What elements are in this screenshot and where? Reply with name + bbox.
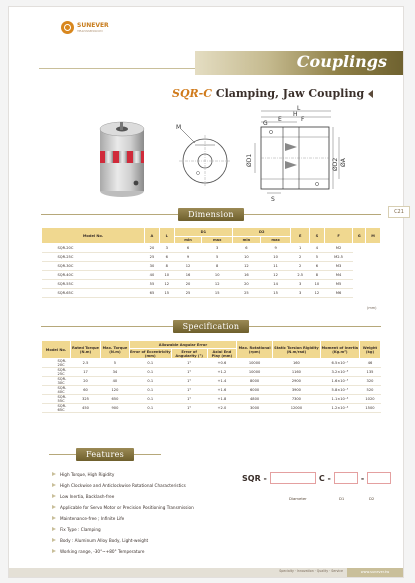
table-cell: 25 xyxy=(145,253,160,262)
table-cell: 25 xyxy=(233,289,261,298)
table-cell: 1 xyxy=(291,244,310,253)
table-cell: 5 xyxy=(309,253,324,262)
table-row xyxy=(42,289,381,298)
features-list xyxy=(52,469,194,557)
feature-item: Low Inertia, Backlash-free xyxy=(52,491,194,502)
table-cell: 3000 xyxy=(237,404,273,413)
label-e: E xyxy=(278,116,282,123)
table-cell: 2 xyxy=(291,253,310,262)
table-cell: SQR-55C xyxy=(42,395,71,404)
footer-website: www.sunever.tw xyxy=(347,568,403,577)
table-cell: 900 xyxy=(101,404,130,413)
order-prefix: SQR - xyxy=(242,473,267,483)
table-cell: 320 xyxy=(359,377,380,386)
table-cell: 0.1 xyxy=(129,368,171,377)
table-cell: 3.2×10⁻⁶ xyxy=(320,368,359,377)
table-cell: 10 xyxy=(309,280,324,289)
spec-col-weight: Weight (kg) xyxy=(359,341,380,359)
table-cell: 8 xyxy=(159,262,174,271)
table-cell: SQR-40C xyxy=(42,271,145,280)
table-cell: +1.8 xyxy=(207,395,236,404)
dim-sub-min: min xyxy=(174,237,202,244)
footer-slogan: Specialty · Innovation · Quality · Service xyxy=(279,569,343,573)
table-cell: 20 xyxy=(70,377,100,386)
label-l: L xyxy=(297,105,301,112)
catalog-page xyxy=(8,6,404,578)
table-cell: 8 xyxy=(202,262,233,271)
table-row xyxy=(42,395,381,404)
table-cell: 20 xyxy=(145,244,160,253)
table-cell: SQR-30C xyxy=(42,262,145,271)
table-cell: 16 xyxy=(233,271,261,280)
label-d1: ØD1 xyxy=(246,153,253,167)
table-cell: 1° xyxy=(171,368,207,377)
specification-title: Specification xyxy=(173,320,250,333)
table-row xyxy=(42,262,381,271)
dim-col-l: L xyxy=(159,228,174,244)
table-cell: 20 xyxy=(174,280,202,289)
table-cell: 10000 xyxy=(237,368,273,377)
table-cell: 1° xyxy=(171,386,207,395)
dimension-table xyxy=(41,227,381,298)
product-photo xyxy=(82,119,162,201)
side-view-drawing xyxy=(241,105,351,205)
table-cell: 12 xyxy=(202,280,233,289)
table-cell: 65 xyxy=(145,289,160,298)
table-cell: 7300 xyxy=(273,395,321,404)
label-h: H xyxy=(293,111,298,118)
table-cell: 160 xyxy=(273,359,321,368)
table-cell: 3 xyxy=(159,244,174,253)
spec-col-angularity: Error of Angularity (°) xyxy=(171,349,207,359)
table-cell: 0.1 xyxy=(129,386,171,395)
table-cell: 1.6×10⁻⁵ xyxy=(320,377,359,386)
table-cell: M2 xyxy=(324,244,353,253)
table-cell: M2.5 xyxy=(324,253,353,262)
arrow-left-icon xyxy=(368,90,373,98)
table-cell: 5.8×10⁻⁵ xyxy=(320,386,359,395)
table-cell: 8000 xyxy=(237,377,273,386)
table-row xyxy=(42,253,381,262)
side-tab: C21 xyxy=(388,206,410,218)
table-cell: 1020 xyxy=(359,395,380,404)
table-cell: 9 xyxy=(260,244,291,253)
dim-col-a: A xyxy=(145,228,160,244)
table-cell: 6 xyxy=(159,253,174,262)
dimension-unit: (mm) xyxy=(367,306,377,310)
dim-sub-max: max xyxy=(260,237,291,244)
feature-item: Maintenance-free ; Infinite Life xyxy=(52,513,194,524)
table-cell: 6 xyxy=(174,244,202,253)
table-cell: 30 xyxy=(145,262,160,271)
specification-table xyxy=(41,340,381,413)
table-cell: +2.0 xyxy=(207,404,236,413)
table-cell: +1.2 xyxy=(207,368,236,377)
table-cell: SQR-65C xyxy=(42,404,71,413)
dim-col-e: E xyxy=(291,228,310,244)
table-cell: 10 xyxy=(202,271,233,280)
spec-col-endplay: Axial End Play (mm) xyxy=(207,349,236,359)
table-cell: 5 xyxy=(202,253,233,262)
table-cell: 0.1 xyxy=(129,359,171,368)
table-cell: 8 xyxy=(309,271,324,280)
table-cell: 135 xyxy=(359,368,380,377)
order-label-d1: D1 xyxy=(339,496,345,501)
table-cell: 2.5 xyxy=(291,271,310,280)
table-cell: 40 xyxy=(101,377,130,386)
product-name: Clamping, Jaw Coupling xyxy=(212,87,365,100)
table-cell: 40 xyxy=(145,271,160,280)
front-view-drawing xyxy=(169,119,244,199)
table-cell: 46 xyxy=(359,359,380,368)
table-cell: 3 xyxy=(291,289,310,298)
table-cell: SQR-40C xyxy=(42,386,71,395)
table-cell: 4800 xyxy=(237,395,273,404)
order-d1-box xyxy=(334,472,358,484)
table-row xyxy=(42,244,381,253)
table-cell: SQR-30C xyxy=(42,377,71,386)
table-cell: 15 xyxy=(159,289,174,298)
table-cell: 1500 xyxy=(359,404,380,413)
table-cell: 2900 xyxy=(273,377,321,386)
table-cell: 6 xyxy=(233,244,261,253)
table-cell: 12 xyxy=(233,262,261,271)
table-cell: +1.6 xyxy=(207,386,236,395)
table-cell: 12 xyxy=(174,262,202,271)
table-cell: 0.1 xyxy=(129,377,171,386)
label-m: M xyxy=(176,124,182,131)
features-title: Features xyxy=(76,448,134,461)
table-cell: 3 xyxy=(202,244,233,253)
dim-col-d1: D1 xyxy=(174,228,232,237)
table-cell: 1160 xyxy=(273,368,321,377)
product-title xyxy=(172,87,373,100)
dimension-table-body xyxy=(42,244,381,298)
table-cell: 1° xyxy=(171,395,207,404)
feature-item: High Torque, High Rigidity xyxy=(52,469,194,480)
ordering-code xyxy=(242,472,394,484)
table-cell: 10000 xyxy=(237,359,273,368)
table-cell: 2.5 xyxy=(70,359,100,368)
table-cell: 10 xyxy=(233,253,261,262)
table-cell: 1.1×10⁻⁴ xyxy=(320,395,359,404)
table-cell: SQR-65C xyxy=(42,289,145,298)
table-cell: SQR-20C xyxy=(42,359,71,368)
table-cell: 6 xyxy=(309,262,324,271)
table-cell: 12 xyxy=(159,280,174,289)
dim-col-f: F xyxy=(324,228,353,244)
spec-col-eccentricity: Error of Eccentricity (mm) xyxy=(129,349,171,358)
table-cell: 4 xyxy=(309,244,324,253)
table-row xyxy=(42,359,381,368)
table-cell: 1° xyxy=(171,359,207,368)
table-cell: 3 xyxy=(291,280,310,289)
order-label-d2: D2 xyxy=(369,496,375,501)
table-row xyxy=(42,280,381,289)
feature-item: High Clockwise and Anticlockwise Rotational Characteristics xyxy=(52,480,194,491)
brand-mark-icon xyxy=(61,21,74,34)
table-cell: 0.1 xyxy=(129,395,171,404)
table-cell: 10 xyxy=(159,271,174,280)
dim-col-model: Model No. xyxy=(42,228,145,244)
label-g: G xyxy=(263,120,268,127)
order-d2-box xyxy=(367,472,391,484)
product-code: SQR-C xyxy=(172,87,212,100)
spec-col-model: Model No. xyxy=(42,341,71,359)
table-cell: 325 xyxy=(70,395,100,404)
table-cell: +1.4 xyxy=(207,377,236,386)
table-cell: SQR-25C xyxy=(42,368,71,377)
brand-logo xyxy=(61,21,109,34)
order-mid: C - xyxy=(318,473,331,483)
table-cell: 12 xyxy=(309,289,324,298)
table-cell: 450 xyxy=(70,404,100,413)
spec-col-max: Max. Torque (N.m) xyxy=(101,341,130,359)
feature-item: Applicable for Servo Motor or Precision Positioning Transmission xyxy=(52,502,194,513)
spec-col-inertia: Moment of Inertia (Kg.m²) xyxy=(320,341,359,359)
order-dash: - xyxy=(360,473,365,483)
table-cell: 650 xyxy=(101,395,130,404)
table-cell: 1° xyxy=(171,404,207,413)
dim-sub-max: max xyxy=(202,237,233,244)
feature-item: Working range, -30°~+80° Temperature xyxy=(52,546,194,557)
table-row xyxy=(42,271,381,280)
dimension-heading xyxy=(41,207,381,221)
table-cell: 5 xyxy=(101,359,130,368)
table-cell: 120 xyxy=(101,386,130,395)
spec-col-rated: Rated Torque (N.m) xyxy=(70,341,100,359)
table-cell: 15 xyxy=(260,289,291,298)
table-cell: SQR-20C xyxy=(42,244,145,253)
dim-col-g: G xyxy=(353,228,366,244)
table-cell: +0.6 xyxy=(207,359,236,368)
footer-bar xyxy=(9,568,403,577)
table-cell: SQR-25C xyxy=(42,253,145,262)
order-label-diameter: Diameter xyxy=(289,496,307,501)
table-cell: 6.5×10⁻⁷ xyxy=(320,359,359,368)
page-title: Couplings xyxy=(296,52,387,71)
feature-item: Body : Aluminum Alloy Body, Light-weight xyxy=(52,535,194,546)
dim-col-m: M xyxy=(366,228,381,244)
table-cell: 12000 xyxy=(273,404,321,413)
table-cell: 1° xyxy=(171,377,207,386)
table-cell: M4 xyxy=(324,271,353,280)
table-cell: 25 xyxy=(174,289,202,298)
table-cell: 3900 xyxy=(273,386,321,395)
table-row xyxy=(42,404,381,413)
table-cell: 520 xyxy=(359,386,380,395)
brand-sub: TRANSMISSION xyxy=(77,29,103,33)
table-cell: 14 xyxy=(260,280,291,289)
table-cell: SQR-55C xyxy=(42,280,145,289)
table-cell: M6 xyxy=(324,289,353,298)
spec-col-rpm: Max. Rotational (rpm) xyxy=(237,341,273,359)
dim-sub-min: min xyxy=(233,237,261,244)
label-d2: ØD2 xyxy=(332,157,339,171)
dimension-title: Dimension xyxy=(178,208,244,221)
dim-col-d2: D2 xyxy=(233,228,291,237)
table-cell: 0.1 xyxy=(129,404,171,413)
dim-col-s: S xyxy=(309,228,324,244)
table-cell: 20 xyxy=(233,280,261,289)
table-cell: 10 xyxy=(260,253,291,262)
table-cell: 6000 xyxy=(237,386,273,395)
table-cell: M3 xyxy=(324,262,353,271)
spec-col-rigidity: Static Torsion Rigidity (N.m/rad) xyxy=(273,341,321,359)
spec-col-allowable: Allowable Angular Error xyxy=(129,341,236,349)
table-cell: 12 xyxy=(260,271,291,280)
table-row xyxy=(42,368,381,377)
label-f: F xyxy=(301,116,305,123)
feature-item: Fix Type : Clamping xyxy=(52,524,194,535)
features-heading xyxy=(49,447,161,461)
table-cell: M5 xyxy=(324,280,353,289)
table-cell: 55 xyxy=(145,280,160,289)
specification-table-body xyxy=(42,359,381,413)
table-cell: 34 xyxy=(101,368,130,377)
table-cell: 15 xyxy=(202,289,233,298)
table-cell: 11 xyxy=(260,262,291,271)
table-cell: 60 xyxy=(70,386,100,395)
table-cell: 2 xyxy=(291,262,310,271)
brand-name: SUNEVER xyxy=(77,22,109,29)
label-s: S xyxy=(271,196,275,203)
label-a: ØA xyxy=(340,158,347,167)
table-row xyxy=(42,377,381,386)
table-cell: 16 xyxy=(174,271,202,280)
table-cell: 1.2×10⁻⁴ xyxy=(320,404,359,413)
table-row xyxy=(42,386,381,395)
specification-heading xyxy=(41,319,381,333)
table-cell: 9 xyxy=(174,253,202,262)
table-cell: 17 xyxy=(70,368,100,377)
order-diameter-box xyxy=(270,472,316,484)
